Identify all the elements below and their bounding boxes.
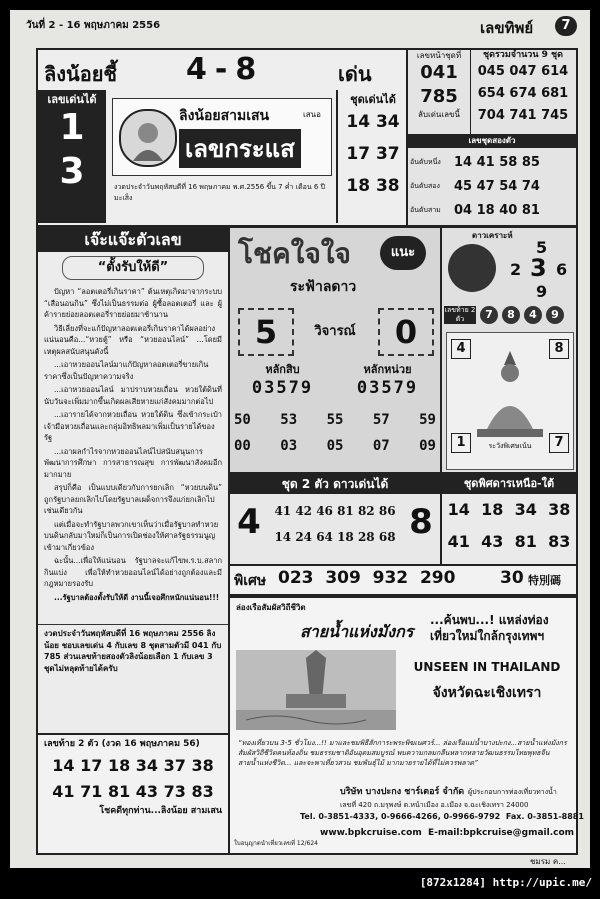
planet-icon xyxy=(448,244,496,292)
holy-number: 38 xyxy=(548,500,571,519)
pair-row-values: 45 47 54 74 xyxy=(454,178,540,194)
set-column xyxy=(336,90,408,223)
nine-sets xyxy=(470,50,576,135)
pair-row xyxy=(408,174,576,198)
pick-digit-1: 1 xyxy=(59,107,85,148)
front-value-2: 785 xyxy=(420,86,458,107)
lucky-number: 07 xyxy=(372,438,390,454)
nine-sets-title: ชุดรวมจำนวน 9 ชุด xyxy=(483,50,563,60)
tail-digit-circle: 7 xyxy=(480,306,498,324)
planet-ring-digit: 5 xyxy=(536,238,548,257)
set-value-3: 18 38 xyxy=(346,176,400,196)
nine-sets-row-1: 045 047 614 xyxy=(477,64,569,79)
holy-number: 14 xyxy=(447,500,470,519)
newspaper-page xyxy=(10,10,590,868)
article-heading: เจ๊ะแจ๊ะตัวเลข xyxy=(38,228,228,252)
logo-line-2: เลขกระแส xyxy=(179,129,301,168)
ad-province: จังหวัดฉะเชิงเทรา xyxy=(432,685,542,701)
cruise-advertisement xyxy=(228,596,584,855)
lucky-number: 55 xyxy=(326,412,344,428)
pair-row-label: อันดับหนึ่ง xyxy=(410,157,441,166)
planet-ring-digit: 6 xyxy=(556,260,568,279)
pick-column xyxy=(38,90,106,223)
corner-digit-br: 7 xyxy=(549,433,569,453)
lucky-number: 53 xyxy=(280,412,298,428)
ad-web: www.bpkcruise.com E-mail:bpkcruise@gmail.com xyxy=(320,828,575,838)
holy-set-panel xyxy=(440,472,578,566)
special-extra: 30 xyxy=(500,568,524,588)
article-paragraph: วิธีเลี่ยงที่จะแก้ปัญหาลอตเตอรี่เกินราคาได้ผลอย่างแน่นอนคือ...“หวยตู้” หรือ “หวยออนไลน์” ...โดยมีเหตุผลสนับสนุนดังนี้ xyxy=(44,323,222,356)
set-value-1: 14 34 xyxy=(346,112,400,132)
article-paragraph: ฉะนั้น...เพื่อให้แน่นอน รัฐบาลจะแก้ไขพ.ร.บ.สลากกินแบ่ง เพื่อให้ทำหวยออนไลน์ได้อย่างถูกต้องและมีกฎหมายรองรับ xyxy=(44,556,222,588)
deity-caption: ระวังพิเศษเน้น xyxy=(488,442,532,450)
tail-title: เลขท้าย 2 ตัว (งวด 16 พฤษภาคม 56) xyxy=(44,739,200,749)
star-row-1: 41 42 46 81 82 86 xyxy=(274,504,396,518)
article-paragraph: ปัญหา “ลอตเตอรี่เกินราคา” ต้นเหตุเกิดมาจากระบบ “เสือนอนกิน” ซึ่งไม่เป็นธรรมต่อ ผู้ซื้อลอตเตอรี่ และ ผู้ค้ารายย่อยลอตเตอรี่รายย่อยมาช้านาน xyxy=(44,287,222,319)
ad-company: บริษัท บางปะกง ชาร์เตอร์ จำกัด xyxy=(340,787,465,797)
article-paragraph: ...เอาหวยออนไลน์ มาปราบหวยเถื่อน หวยใต้ดินที่นับวันจะเพิ่มมากขึ้นเกิดผลเสียหายแก่สังคมมากต่อไป xyxy=(44,385,222,406)
corner-digit-tl: 4 xyxy=(451,339,471,359)
lucky-number: 50 xyxy=(234,412,251,428)
planet-panel xyxy=(440,226,578,474)
planet-tail-label: เลขท้าย 2 ตัว xyxy=(444,306,476,323)
holy-number: 83 xyxy=(548,532,571,551)
pair-row xyxy=(408,150,576,174)
pair-title: เลขชุดสองตัว xyxy=(408,134,576,148)
lucky-number: 57 xyxy=(372,412,390,428)
logo-small: เสนอ xyxy=(303,110,321,119)
units-digits: 03579 xyxy=(356,378,419,398)
tail-digit-circle: 9 xyxy=(546,306,564,324)
holy-row-1 xyxy=(442,494,576,526)
numbers-panel xyxy=(406,48,578,227)
ling-noi-block xyxy=(36,48,410,227)
front-sub: ลับเด่นเลขนี้ xyxy=(418,110,460,119)
ad-phone: Tel. 0-3851-4333, 0-9666-4266, 0-9966-9792 Fax. 0-3851-8881 xyxy=(300,812,584,821)
lucky-digit-right: 0 xyxy=(378,308,434,356)
lucky-number: 03 xyxy=(280,438,298,454)
holy-number: 81 xyxy=(514,532,537,551)
holy-number: 41 xyxy=(447,532,470,551)
special-numbers: 023 309 932 290 xyxy=(278,568,456,588)
tail-row-1: 14 17 18 34 37 38 xyxy=(52,756,214,775)
ling-noi-title: ลิงน้อยชี้ xyxy=(44,62,117,86)
pair-row-values: 14 41 58 85 xyxy=(454,154,540,170)
holy-row-2 xyxy=(442,526,576,558)
article-column xyxy=(36,226,230,855)
set-label: ชุดเด่นได้ xyxy=(350,93,396,106)
article-paragraph: ...เอาหวยออนไลน์มาแก้ปัญหาลอตเตอรี่ขายเกินราคาซึ่งเป็นปัญหาความจริง xyxy=(44,360,209,381)
ling-noi-title-right: เด่น xyxy=(338,62,372,86)
special-label: พิเศษ xyxy=(234,573,267,589)
article-paragraph: แต่เมื่อจะทำรัฐบาลพวกเขาเห็นว่าเมื่อรัฐบาลทำหวยบนดินกลับมาใหม่ก็เป็นการเปิดช่องให้ศาลรัฐธรรมนูญเข้ามาเกี่ยวข้อง xyxy=(44,519,219,552)
holy-number: 34 xyxy=(514,500,537,519)
tail-digit-circle: 4 xyxy=(524,306,542,324)
set-value-2: 17 37 xyxy=(346,144,400,164)
pick-label: เลขเด่นได้ xyxy=(47,93,97,106)
nine-sets-row-3: 704 741 745 xyxy=(477,108,569,123)
corner-digit-bl: 1 xyxy=(451,433,471,453)
units-label: หลักหน่วย xyxy=(363,363,412,376)
footer-stamp: ชมรม ค... xyxy=(530,857,566,866)
tens-label: หลักสิบ xyxy=(265,363,300,376)
deity-image xyxy=(446,332,574,470)
lucky-digit-left: 5 xyxy=(238,308,294,356)
article-body xyxy=(38,284,228,624)
ad-description: “ทองเที่ยวบน 3-5 ชั่วโมง...!! มาและชมพิธีสักการะพระพิฆเนศวร์... ล่องเรือแม่น้ำบางปะกง...สายน้ำแห่งมังกร สัมผัสวิถีชีวิตคนท้องถิ่น ชมธรรมชาติอันอุดมสมบูรณ์ พบความกลมกลืนหลากหลายวัฒนธรรมไทยพุทธจีน สายน้ำแห่งชีวิต... และจะพาเที่ยวสวน ชมพันธุ์ไม้ มากมายรายได้ที่ไม่ควรพลาด” xyxy=(238,739,567,767)
ad-tagline: ...ค้นพบ...! แหล่งท่องเที่ยวใหม่ใกล้กรุงเทพฯ xyxy=(430,613,549,643)
special-chinese: 特別碼 xyxy=(528,574,561,587)
mascot-icon xyxy=(119,109,177,167)
ad-unseen: UNSEEN IN THAILAND xyxy=(413,660,561,674)
pair-rows xyxy=(408,150,576,222)
lucky-title: โชคใจใจ xyxy=(238,237,351,270)
article-paragraph: สรุปก็คือ เป็นแบบเดียวกับการยกเลิก “หวยบนดิน” ถูกรัฐบาลยกเลิกไปโดยรัฐบาลเผด็จการจึงแก่ยกเลิกไปเช่นเดียวกัน xyxy=(44,483,222,515)
tail-row-2: 41 71 81 43 73 83 xyxy=(52,782,214,801)
page-header xyxy=(10,10,590,44)
pair-row xyxy=(408,198,576,222)
planet-label: ดาวเคราะห์ xyxy=(472,231,513,240)
pick-digit-2: 3 xyxy=(59,151,85,192)
lucky-panel xyxy=(228,226,442,474)
lucky-row-2 xyxy=(234,438,436,454)
temple-image xyxy=(236,650,396,730)
watermark-text: [872x1284] http://upic.me/ xyxy=(419,876,592,889)
ling-noi-title-numbers: 4-8 xyxy=(186,52,265,87)
ad-title: สายน้ำแห่งมังกร xyxy=(300,622,414,641)
lucky-subtitle: ระฟ้าลดาว xyxy=(290,279,357,295)
star-set-panel xyxy=(228,472,442,566)
lucky-number: 05 xyxy=(326,438,344,454)
lucky-number: 59 xyxy=(419,412,436,428)
watermark-bar xyxy=(0,868,600,899)
planet-ring-digit: 2 xyxy=(510,260,522,279)
holy-set-title: ชุดพิศดารเหนือ-ใต้ xyxy=(442,474,576,494)
lucky-badge: แนะ xyxy=(380,236,426,270)
ling-noi-logo xyxy=(112,98,332,176)
pair-row-label: อันดับสอง xyxy=(410,181,440,190)
article-paragraph: ...รัฐบาลต้องตั้งรับให้ดี งานนี้เจอศึกหนักแน่นอน!!! xyxy=(54,592,220,602)
lucky-number: 00 xyxy=(234,438,251,454)
lucky-number: 09 xyxy=(419,438,436,454)
star-right-digit: 8 xyxy=(409,502,433,542)
article-highlight: งวดประจำวันพฤหัสบดีที่ 16 พฤษภาคม 2556 ลิงน้อย ชอบเลขเด่น 4 กับเลข 8 ชุดสามตัวมี 041 กับ 785 ส่วนเลขท้ายสองตัวลิงน้อยเลือก 1 กับเลข 3 ชุดไม่หลุดท้ายได้ครับ xyxy=(38,624,228,689)
front-label: เลขหน้าชุดที่ xyxy=(416,51,462,60)
holy-number: 18 xyxy=(481,500,504,519)
pair-row-label: อันดับสาม xyxy=(410,205,441,214)
article-paragraph: ...เอาผลกำไรจากหวยออนไลน์ไปสนับสนุนการพัฒนาการศึกษา การสาธารณสุข การพัฒนาสังคมอีกมากมาย xyxy=(44,446,222,479)
page-number: 7 xyxy=(555,16,577,36)
planet-main-digit: 3 xyxy=(530,254,547,282)
article-paragraph: ...เอารายได้จากหวยเถื่อน หวยใต้ดิน ซึ่งเข้ากระเป๋าเจ้ามือหวยเถื่อนและกลุ่มอิทธิพลมาเพิ่มเป็นรายได้ของรัฐ xyxy=(44,410,222,442)
holy-number: 43 xyxy=(481,532,504,551)
article-subheading: “ตั้งรับให้ดี” xyxy=(62,256,204,280)
tail-digit-circle: 8 xyxy=(502,306,520,324)
ad-address: เลขที่ 420 ถ.มรุพงษ์ ต.หน้าเมือง อ.เมือง จ.ฉะเชิงเทรา 24000 xyxy=(340,801,529,809)
logo-line-1: ลิงน้อยสามเสน xyxy=(179,108,270,124)
corner-digit-tr: 8 xyxy=(549,339,569,359)
ad-company-sub: ผู้ประกอบการท่องเที่ยวทางน้ำ xyxy=(468,788,557,796)
issue-date: วันที่ 2 - 16 พฤษภาคม 2556 xyxy=(26,20,161,31)
planet-ring-digit: 9 xyxy=(536,282,548,301)
special-row xyxy=(228,564,578,596)
brand-name: เลขทิพย์ xyxy=(480,19,534,37)
nine-sets-row-2: 654 674 681 xyxy=(477,86,569,101)
tail-box xyxy=(38,733,228,855)
analysis-label: วิจารณ์ xyxy=(314,324,356,339)
star-set-title: ชุด 2 ตัว ดาวเด่นได้ xyxy=(230,474,440,494)
lucky-row-1 xyxy=(234,412,436,428)
ad-license: ใบอนุญาตนำเที่ยวเลขที่ 12/624 xyxy=(234,840,318,847)
temple-icon xyxy=(236,650,396,730)
front-numbers xyxy=(408,50,471,135)
draw-caption: งวดประจำวันพฤหัสบดีที่ 16 พฤษภาคม พ.ศ.2556 ขึ้น 7 ค่ำ เดือน 6 ปีมะเส็ง xyxy=(114,183,325,202)
planet-tail-digits xyxy=(480,306,564,324)
front-value-1: 041 xyxy=(420,62,458,83)
ad-top-label: ล่องเรือสัมผัสวิถีชีวิต xyxy=(236,603,306,612)
pair-row-values: 04 18 40 81 xyxy=(454,202,540,218)
tail-sign: โชคดีทุกท่าน...ลิงน้อย สามเสน xyxy=(99,806,222,816)
star-left-digit: 4 xyxy=(237,502,261,542)
star-row-2: 14 24 64 18 28 68 xyxy=(274,530,396,544)
tens-digits: 03579 xyxy=(251,378,314,398)
